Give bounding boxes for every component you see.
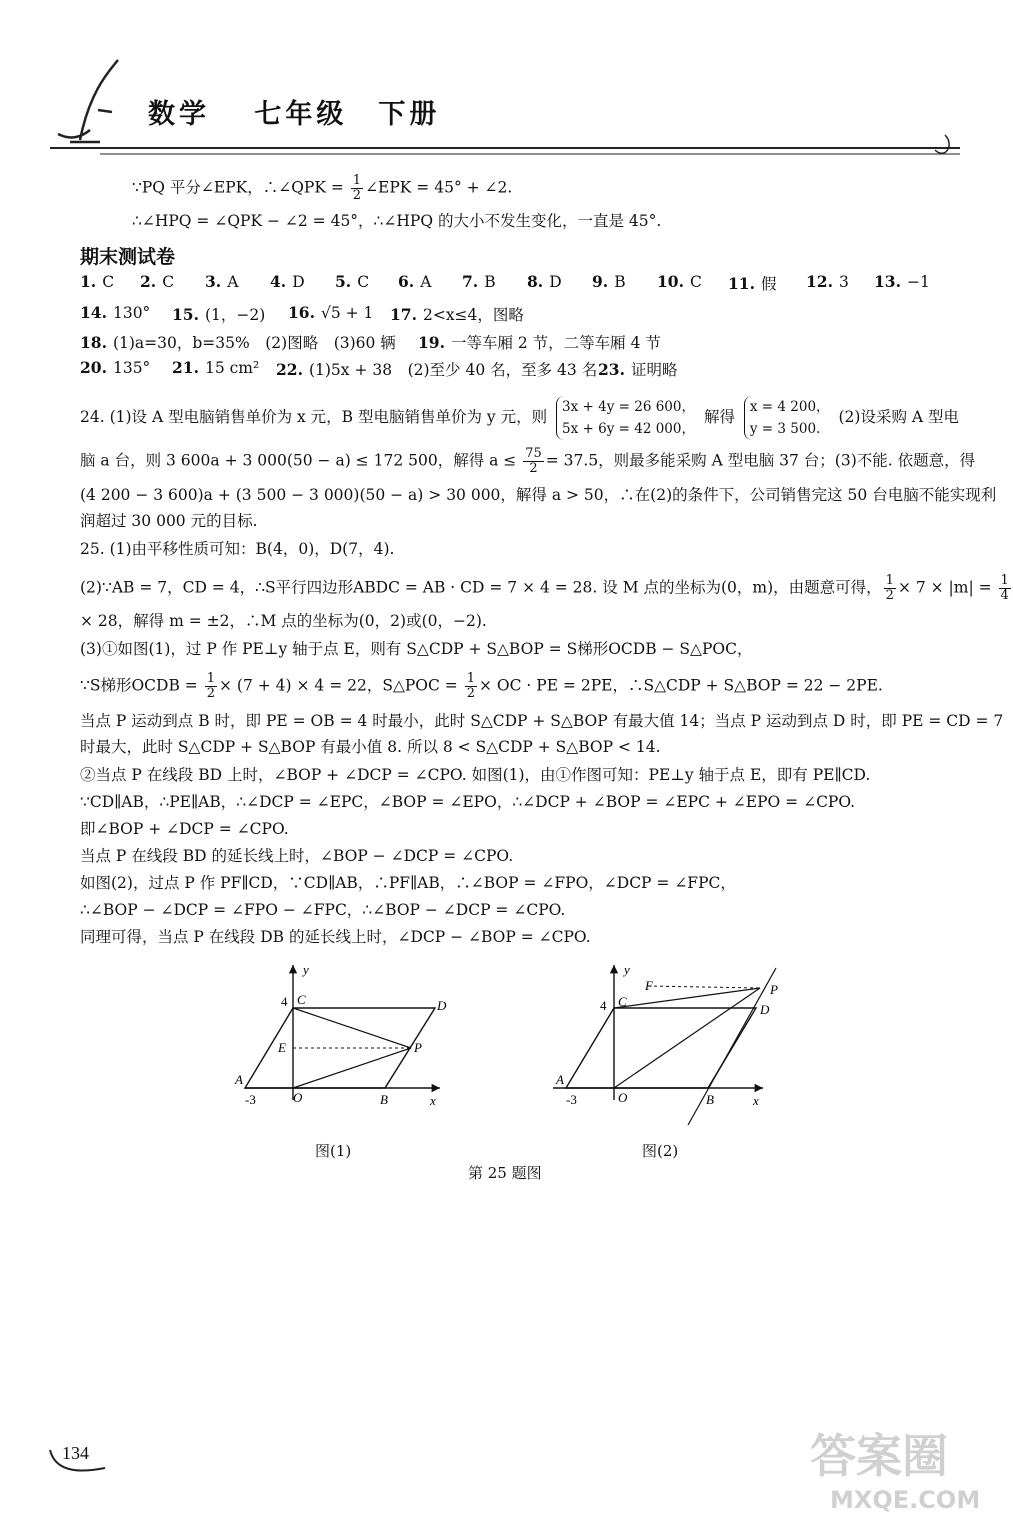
answer-item	[806, 272, 849, 291]
answer-value: C	[162, 273, 175, 291]
answer-item	[527, 272, 562, 291]
answer-number: 5.	[335, 272, 352, 291]
answer-number: 18.	[80, 333, 107, 352]
fig2-label-P: P	[770, 982, 778, 997]
fig1-label-C: C	[297, 992, 306, 1007]
watermark	[810, 1420, 990, 1514]
answer-item	[80, 303, 150, 322]
answer-number: 23.	[598, 360, 625, 379]
answer-number: 8.	[527, 272, 544, 291]
answer-number: 19.	[418, 333, 445, 352]
fig1-label-E: E	[278, 1040, 286, 1055]
fig2-label-y: y	[624, 962, 630, 977]
fig2-label-O: O	[618, 1090, 628, 1105]
intro-line-2: ∴∠HPQ = ∠QPK − ∠2 = 45°，∴∠HPQ 的大小不发生变化，一直是 45°.	[132, 212, 662, 230]
fig2-label-A: A	[556, 1072, 564, 1087]
answer-number: 4.	[270, 272, 287, 291]
answer-item	[288, 303, 373, 322]
answer-value: (1)5x + 38 (2)至少 40 名，至多 43 名	[308, 361, 598, 379]
figure-2	[548, 960, 778, 1125]
fig1-label-y: y	[303, 962, 309, 977]
q24-text: 解得	[703, 408, 735, 426]
answer-value: A	[420, 273, 432, 291]
answer-item	[276, 358, 597, 380]
answer-number: 16.	[288, 303, 315, 322]
answer-value: 3	[838, 273, 849, 291]
answer-value: 135°	[112, 359, 151, 377]
figure-1	[225, 960, 455, 1110]
q25-line-4: (3)①如图(1)，过 P 作 PE⊥y 轴于点 E，则有 S△CDP + S△BOP = S梯形OCDB − S△POC，	[80, 640, 753, 658]
answer-number: 13.	[874, 272, 901, 291]
answer-item	[598, 358, 677, 380]
answer-item	[205, 272, 238, 291]
answer-number: 1.	[80, 272, 97, 291]
q24-line-1	[80, 396, 959, 440]
answer-value: C	[689, 273, 702, 291]
fig2-label-x: x	[753, 1093, 759, 1108]
answer-item	[390, 303, 524, 325]
section-title: 期末测试卷	[80, 246, 176, 268]
answer-number: 17.	[390, 305, 417, 324]
answer-item	[140, 272, 174, 291]
answer-item	[657, 272, 702, 291]
equation-system-2: x = 4 200， y = 3 500.	[744, 396, 830, 440]
fig2-label-4: 4	[600, 998, 607, 1013]
figure-set-caption: 第 25 题图	[468, 1164, 542, 1182]
fig2-label-F: F	[645, 978, 653, 993]
answer-value: 证明略	[630, 361, 678, 379]
fig2-label-neg3: -3	[566, 1092, 577, 1107]
q24-line-2: 脑 a 台，则 3 600a + 3 000(50 − a) ≤ 172 500，解得 a ≤ $\frac{75}{2}$ = 37.5，则最多能采购 A 型电脑 37 台；(3)不能. 依题意，得	[80, 446, 976, 476]
answer-number: 9.	[592, 272, 609, 291]
fig1-label-4: 4	[281, 994, 288, 1009]
fig1-label-O: O	[293, 1090, 303, 1105]
answer-value: D	[292, 273, 305, 291]
answer-item	[462, 272, 496, 291]
fraction: $\frac{1}{2}$	[352, 173, 362, 203]
fig1-label-B: B	[380, 1092, 388, 1107]
intro-text-b: ∠EPK = 45° + ∠2.	[365, 178, 513, 197]
figure-1-caption: 图(1)	[315, 1142, 352, 1160]
fig1-label-P: P	[414, 1040, 422, 1055]
q24-line-3: (4 200 − 3 600)a + (3 500 − 3 000)(50 − a) > 30 000，解得 a > 50，∴在(2)的条件下，公司销售完这 50 台电脑不能实现利	[80, 486, 997, 504]
fraction: $\frac{1}{4}$	[1000, 573, 1009, 603]
answer-item	[335, 272, 369, 291]
q25-line-2: (2)∵AB = 7，CD = 4，∴S平行四边形ABDC = AB · CD = 7 × 4 = 28. 设 M 点的坐标为(0，m)，由题意可得， $\frac{1}{2}$ × 7 × |m| = $\frac{1}{4}$	[80, 573, 1009, 603]
answer-item	[270, 272, 305, 291]
watermark-text-bottom: MXQE.COM	[830, 1486, 981, 1514]
answer-item	[874, 272, 930, 291]
answer-value: (1，−2)	[204, 306, 266, 324]
page-header-title: 数学 七年级 下册	[148, 99, 441, 130]
answer-item	[80, 331, 396, 353]
answer-value: C	[102, 273, 115, 291]
answer-number: 12.	[806, 272, 833, 291]
q25-line-8: ②当点 P 在线段 BD 上时，∠BOP + ∠DCP = ∠CPO. 如图(1)，由①作图可知：PE⊥y 轴于点 E，即有 PE∥CD.	[80, 766, 871, 784]
answer-item	[592, 272, 626, 291]
q25-line-11: 当点 P 在线段 BD 的延长线上时，∠BOP − ∠DCP = ∠CPO.	[80, 847, 514, 865]
answer-number: 10.	[657, 272, 684, 291]
fig2-label-B: B	[706, 1092, 714, 1107]
q24-text: (2)设采购 A 型电	[838, 408, 959, 426]
answer-number: 6.	[398, 272, 415, 291]
answer-number: 22.	[276, 360, 303, 379]
answer-value: 130°	[112, 304, 151, 322]
q25-line-13: ∴∠BOP − ∠DCP = ∠FPO − ∠FPC，∴∠BOP − ∠DCP = ∠CPO.	[80, 901, 566, 919]
page-number: 134	[62, 1443, 89, 1463]
answer-value: B	[614, 273, 626, 291]
answer-value: 假	[760, 275, 777, 293]
answer-item	[418, 331, 661, 353]
q25-line-14: 同理可得，当点 P 在线段 DB 的延长线上时，∠DCP − ∠BOP = ∠CPO.	[80, 928, 591, 946]
fig2-label-C: C	[618, 994, 627, 1009]
q25-line-12: 如图(2)，过点 P 作 PF∥CD，∵CD∥AB，∴PF∥AB，∴∠BOP = ∠FPO，∠DCP = ∠FPC，	[80, 874, 736, 892]
q24-line-4: 润超过 30 000 元的目标.	[80, 512, 258, 530]
fraction: $\frac{1}{2}$	[466, 671, 475, 701]
fig1-label-A: A	[235, 1072, 243, 1087]
fig2-label-D: D	[760, 1002, 770, 1017]
answer-value: 一等车厢 2 节，二等车厢 4 节	[450, 334, 661, 352]
fraction: $\frac{1}{2}$	[206, 671, 215, 701]
answer-value: (1)a=30，b=35% (2)图略 (3)60 辆	[112, 334, 396, 352]
fig1-label-neg3: -3	[245, 1092, 256, 1107]
answer-number: 15.	[172, 305, 199, 324]
answer-value: 15 cm²	[204, 359, 260, 377]
answer-value: C	[357, 273, 370, 291]
answer-item	[80, 272, 114, 291]
answer-number: 7.	[462, 272, 479, 291]
fig1-label-x: x	[430, 1093, 436, 1108]
answer-value: −1	[906, 273, 930, 291]
q25-line-7: 时最大，此时 S△CDP + S△BOP 有最小值 8. 所以 8 < S△CDP + S△BOP < 14.	[80, 738, 661, 756]
q24-text: 24. (1)设 A 型电脑销售单价为 x 元，B 型电脑销售单价为 y 元，则	[80, 408, 548, 426]
q25-line-3: × 28，解得 m = ±2，∴M 点的坐标为(0，2)或(0，−2).	[80, 612, 487, 630]
answer-number: 14.	[80, 303, 107, 322]
answer-item	[728, 272, 776, 294]
answer-value: A	[227, 273, 239, 291]
answer-item	[80, 358, 150, 377]
watermark-text-top: 答案圈	[810, 1429, 948, 1483]
answer-number: 21.	[172, 358, 199, 377]
answer-item	[172, 303, 265, 325]
equation-system-1: 3x + 4y = 26 600， 5x + 6y = 42 000，	[556, 396, 695, 440]
fraction: $\frac{75}{2}$	[525, 446, 542, 476]
intro-text-a: ∵PQ 平分∠EPK，∴∠QPK =	[132, 178, 349, 197]
answer-number: 11.	[728, 274, 755, 293]
answer-value: B	[484, 273, 496, 291]
q25-line-10: 即∠BOP + ∠DCP = ∠CPO.	[80, 820, 289, 838]
answer-item	[398, 272, 431, 291]
answer-value: √5 + 1	[320, 304, 374, 322]
q25-line-5: ∵S梯形OCDB = $\frac{1}{2}$ × (7 + 4) × 4 = 22，S△POC = $\frac{1}{2}$ × OC · PE = 2PE，∴S△CDP + S△BOP = 22 − 2PE.	[80, 671, 883, 701]
fig1-label-D: D	[437, 998, 447, 1013]
answer-value: D	[549, 273, 562, 291]
answer-number: 2.	[140, 272, 157, 291]
q25-line-1: 25. (1)由平移性质可知：B(4，0)，D(7，4).	[80, 540, 395, 558]
answer-number: 3.	[205, 272, 222, 291]
fraction: $\frac{1}{2}$	[885, 573, 894, 603]
answer-number: 20.	[80, 358, 107, 377]
answer-value: 2<x≤4，图略	[422, 306, 524, 324]
answer-item	[172, 358, 259, 377]
q25-line-6: 当点 P 运动到点 B 时，即 PE = OB = 4 时最小，此时 S△CDP + S△BOP 有最大值 14；当点 P 运动到点 D 时，即 PE = CD = 7	[80, 712, 1004, 730]
q25-line-9: ∵CD∥AB，∴PE∥AB，∴∠DCP = ∠EPC，∠BOP = ∠EPO，∴∠DCP + ∠BOP = ∠EPC + ∠EPO = ∠CPO.	[80, 793, 856, 811]
intro-line-1	[132, 174, 512, 203]
figure-2-caption: 图(2)	[642, 1142, 679, 1160]
